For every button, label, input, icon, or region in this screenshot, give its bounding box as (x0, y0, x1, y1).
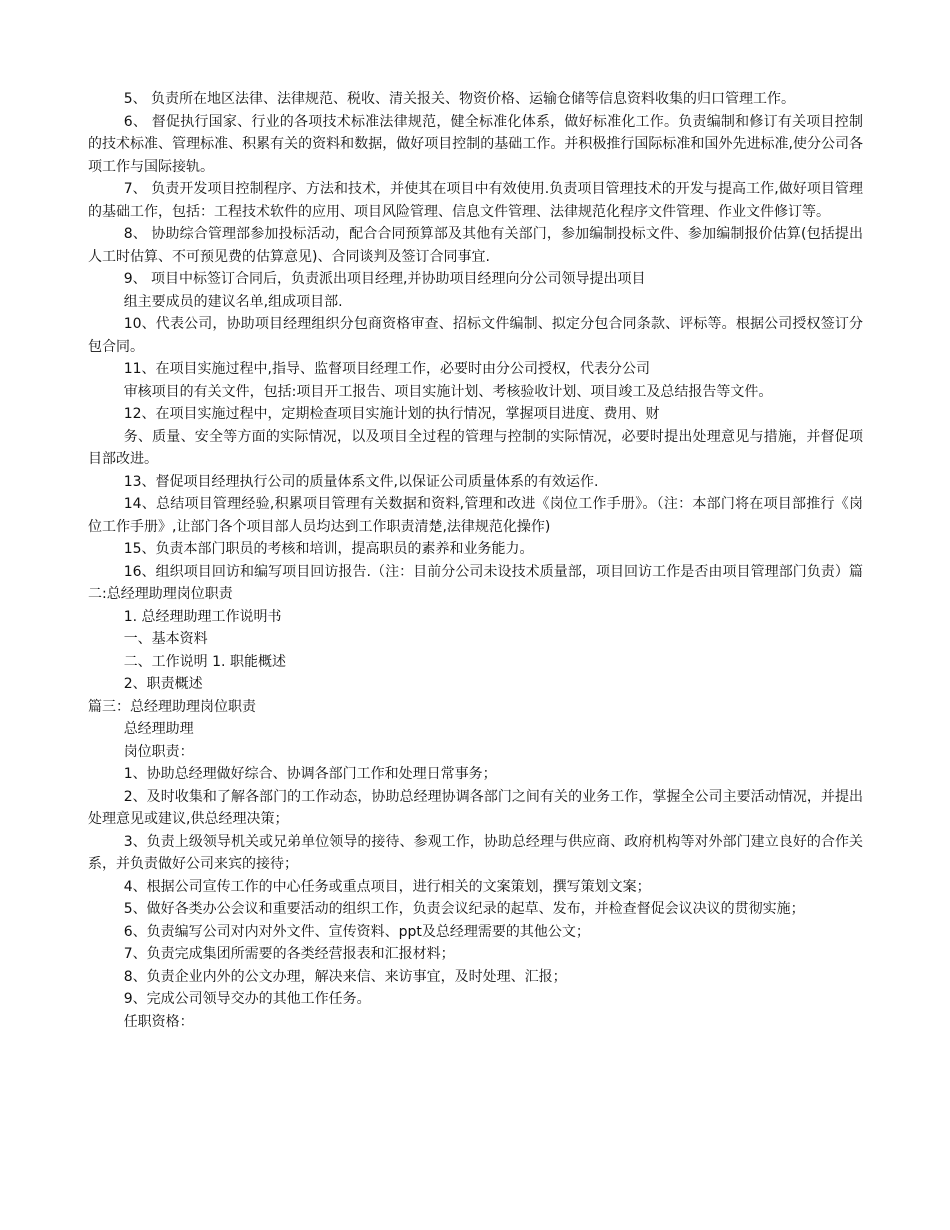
paragraph: 二、工作说明 1. 职能概述 (123, 653, 286, 670)
paragraph: 5、 负责所在地区法律、法律规范、税收、清关报关、物资价格、运输仓储等信息资料收集的归口管理工作。 (123, 91, 796, 107)
paragraph: 2、职责概述 (123, 676, 203, 692)
document-body (88, 88, 863, 1033)
paragraph: 4、根据公司宣传工作的中心任务或重点项目，进行相关的文案策划，撰写策划文案； (123, 878, 651, 895)
paragraph: 任职资格： (123, 1013, 194, 1030)
paragraph: 11、在项目实施过程中,指导、监督项目经理工作，必要时由分公司授权，代表分公司 (123, 361, 650, 377)
paragraph: 3、负责上级领导机关或兄弟单位领导的接待、参观工作，协助总经理与供应商、政府机构等对外部门建立良好的合作关系，并负责做好公司来宾的接待； (88, 833, 863, 872)
paragraph: 审核项目的有关文件，包括:项目开工报告、项目实施计划、考核验收计划、项目竣工及总结报告等文件。 (123, 383, 773, 400)
paragraph: 8、负责企业内外的公文办理，解决来信、来访事宜，及时处理、汇报； (123, 968, 567, 985)
paragraph: 9、 项目中标签订合同后，负责派出项目经理,并协助项目经理向分公司领导提出项目 (123, 271, 646, 287)
paragraph: 岗位职责： (123, 743, 194, 760)
paragraph: 7、 负责开发项目控制程序、方法和技术，并使其在项目中有效使用.负责项目管理技术的开发与提高工作,做好项目管理的基础工作，包括：工程技术软件的应用、项目风险管理、信息文件管理、法律规范化程序文件管理、作业文件修订等。 (88, 181, 863, 220)
paragraph: 务、质量、安全等方面的实际情况，以及项目全过程的管理与控制的实际情况，必要时提出处理意见与措施，并督促项目部改进。 (88, 428, 863, 467)
paragraph: 14、总结项目管理经验,积累项目管理有关数据和资料,管理和改进《岗位工作手册》。（注：本部门将在项目部推行《岗位工作手册》,让部门各个项目部人员均达到工作职责清楚,法律规范化操作) (88, 496, 863, 535)
paragraph: 1、协助总经理做好综合、协调各部门工作和处理日常事务； (123, 766, 497, 782)
paragraph: 篇三：总经理助理岗位职责 (88, 698, 256, 715)
paragraph: 6、 督促执行国家、行业的各项技术标准法律规范，健全标准化体系，做好标准化工作。负责编制和修订有关项目控制的技术标准、管理标准、积累有关的资料和数据，做好项目控制的基础工作。并积极推行国际标准和国外先进标准,使分公司各项工作与国际接轨。 (88, 113, 863, 175)
paragraph: 8、 协助综合管理部参加投标活动，配合合同预算部及其他有关部门，参加编制投标文件、参加编制报价估算(包括提出人工时估算、不可预见费的估算意见)、合同谈判及签订合同事宜. (88, 226, 863, 265)
paragraph: 2、及时收集和了解各部门的工作动态，协助总经理协调各部门之间有关的业务工作，掌握全公司主要活动情况，并提出处理意见或建议,供总经理决策； (88, 788, 863, 827)
paragraph: 15、负责本部门职员的考核和培训，提高职员的素养和业务能力。 (123, 541, 534, 557)
paragraph: 13、督促项目经理执行公司的质量体系文件,以保证公司质量体系的有效运作. (123, 473, 599, 490)
paragraph: 1. 总经理助理工作说明书 (123, 608, 282, 625)
paragraph: 5、做好各类办公会议和重要活动的组织工作，负责会议纪录的起草、发布，并检查督促会议决议的贯彻实施； (123, 901, 805, 917)
paragraph: 12、在项目实施过程中，定期检查项目实施计划的执行情况，掌握项目进度、费用、财 (123, 406, 660, 422)
paragraph: 6、负责编写公司对内对外文件、宣传资料、ppt及总经理需要的其他公文； (123, 923, 590, 940)
paragraph: 一、基本资料 (123, 631, 208, 647)
paragraph: 10、代表公司，协助项目经理组织分包商资格审查、招标文件编制、拟定分包合同条款、评标等。根据公司授权签订分包合同。 (88, 316, 863, 355)
paragraph: 9、完成公司领导交办的其他工作任务。 (123, 991, 371, 1007)
paragraph: 组主要成员的建议名单,组成项目部. (123, 293, 343, 310)
paragraph: 16、组织项目回访和编写项目回访报告.（注：目前分公司未设技术质量部，项目回访工作是否由项目管理部门负责）篇二:总经理助理岗位职责 (88, 563, 863, 602)
paragraph: 7、负责完成集团所需要的各类经营报表和汇报材料； (123, 946, 455, 962)
paragraph: 总经理助理 (123, 721, 194, 737)
